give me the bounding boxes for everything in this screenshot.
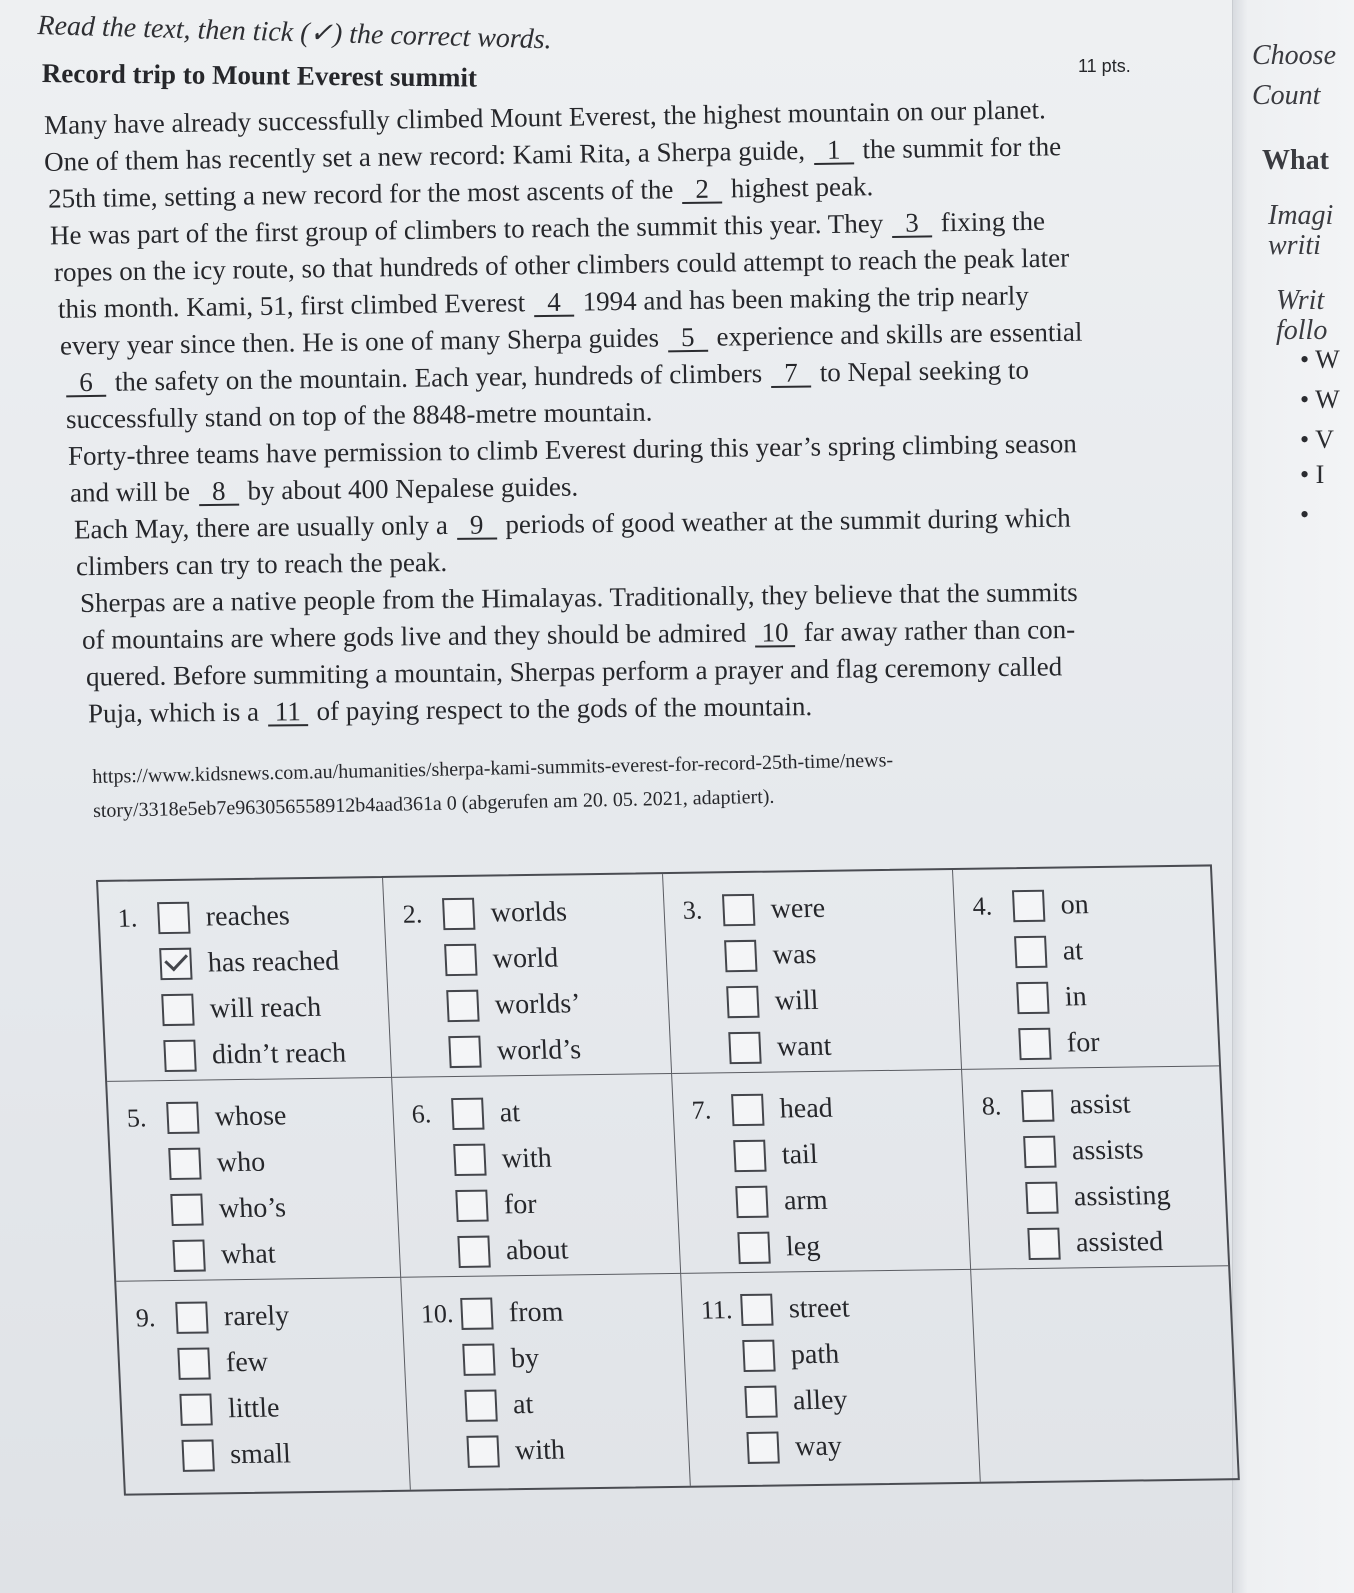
checkbox[interactable]: [742, 1340, 775, 1372]
option-label: reaches: [205, 900, 291, 933]
checkbox[interactable]: [179, 1393, 212, 1425]
option-label: didn’t reach: [211, 1037, 347, 1071]
option-row: [981, 1080, 1222, 1129]
question-cell: [383, 874, 672, 1078]
instruction: Read the text, then tick (✓) the correct words.: [37, 9, 553, 56]
question-cell: [116, 1278, 411, 1494]
checkbox[interactable]: [731, 1094, 764, 1126]
checkbox[interactable]: [444, 944, 477, 976]
option-row: [688, 1022, 961, 1072]
option-row: [682, 884, 955, 934]
option-row: [704, 1376, 977, 1426]
text-segment: highest peak.: [723, 171, 874, 204]
text-segment: this month. Kami, 51, first climbed Everest: [57, 287, 533, 324]
option-row: [137, 1338, 405, 1388]
checkbox[interactable]: [170, 1194, 203, 1226]
option-row: [411, 1088, 674, 1138]
option-row: [686, 976, 959, 1026]
gap-blank: 10: [755, 619, 795, 647]
question-cell: [962, 1066, 1228, 1269]
gap-blank: 8: [199, 478, 239, 506]
option-label: assists: [1071, 1134, 1145, 1167]
answer-table: [96, 864, 1240, 1495]
gap-blank: 4: [534, 289, 574, 318]
option-label: for: [503, 1188, 538, 1221]
option-label: assisted: [1075, 1226, 1164, 1259]
option-label: assisting: [1073, 1180, 1172, 1213]
question-cell: [98, 878, 392, 1082]
option-row: [972, 880, 1213, 929]
source-url-line: story/3318e5eb7e963056558912b4aad361a 0 (abgerufen am 20. 05. 2021, adaptiert).: [92, 785, 775, 822]
option-label: small: [229, 1438, 292, 1471]
text-segment: experience and skills are essential: [709, 316, 1083, 352]
checkbox[interactable]: [1018, 1028, 1051, 1060]
question-cell: [107, 1078, 401, 1282]
question-number: 10.: [420, 1299, 455, 1329]
option-label: worlds: [490, 896, 568, 929]
option-row: [422, 1334, 685, 1384]
text-segment: the summit for the: [855, 131, 1062, 165]
text-segment: ropes on the icy route, so that hundreds of other climbers could attempt to reach the peak later: [53, 242, 1070, 288]
text-segment: Each May, there are usually only a: [73, 509, 455, 545]
question-number: 9.: [135, 1303, 157, 1333]
option-label: alley: [792, 1384, 849, 1417]
checkbox[interactable]: [740, 1294, 773, 1326]
checkbox[interactable]: [744, 1386, 777, 1418]
option-label: path: [790, 1338, 840, 1371]
question-number: 11.: [700, 1295, 734, 1325]
checkbox[interactable]: [161, 994, 194, 1026]
option-row: [402, 888, 665, 938]
gap-blank: 3: [892, 209, 932, 238]
option-label: with: [501, 1142, 553, 1175]
checkbox[interactable]: [1025, 1182, 1058, 1214]
option-label: street: [788, 1292, 851, 1325]
checkbox[interactable]: [159, 948, 192, 980]
option-row: [706, 1422, 979, 1472]
checkbox[interactable]: [724, 940, 757, 972]
checkbox[interactable]: [460, 1298, 493, 1330]
right-page-word: Count: [1252, 80, 1321, 111]
option-label: want: [776, 1030, 833, 1063]
option-label: leg: [785, 1230, 821, 1263]
text-segment: the safety on the mountain. Each year, hundreds of climbers: [107, 358, 770, 397]
option-row: [420, 1288, 683, 1338]
right-page-bullet: • V: [1300, 425, 1334, 454]
option-label: who: [216, 1146, 266, 1179]
gap-blank: 1: [814, 136, 854, 165]
checkbox[interactable]: [737, 1232, 770, 1264]
checkbox[interactable]: [453, 1144, 486, 1176]
checkbox[interactable]: [735, 1186, 768, 1218]
option-row: [404, 934, 667, 984]
right-page-word: Choose: [1252, 40, 1336, 71]
checkbox[interactable]: [172, 1240, 205, 1272]
text-segment: quered. Before summiting a mountain, Sherpas perform a prayer and flag ceremony called: [85, 651, 1063, 692]
checkbox[interactable]: [464, 1389, 497, 1421]
right-page-word: Imagi: [1268, 200, 1334, 231]
option-label: what: [220, 1238, 277, 1271]
right-page-bullet: • I: [1300, 460, 1325, 489]
question-cell: [681, 1270, 981, 1486]
text-segment: successfully stand on top of the 8848-metre mountain.: [65, 396, 653, 435]
option-label: for: [1066, 1027, 1101, 1059]
checkbox[interactable]: [726, 986, 759, 1018]
option-label: were: [769, 892, 826, 925]
question-number: 2.: [402, 899, 423, 929]
right-page-word: What: [1262, 145, 1329, 176]
text-segment: He was part of the first group of climbers to reach the summit this year. They: [49, 208, 891, 251]
text-segment: far away rather than con-: [796, 614, 1076, 648]
question-number: 8.: [981, 1091, 1002, 1121]
option-row: [702, 1330, 975, 1380]
text-segment: Many have already successfully climbed Mount Everest, the highest mountain on our planet.: [43, 94, 1046, 141]
question-cell: [392, 1074, 681, 1278]
option-row: [413, 1134, 676, 1184]
option-label: head: [779, 1092, 834, 1125]
checkbox[interactable]: [446, 990, 479, 1022]
text-segment: of paying respect to the gods of the mountain.: [309, 691, 813, 727]
option-row: [417, 1226, 680, 1276]
option-row: [130, 1184, 398, 1234]
option-label: will: [774, 984, 820, 1017]
checkbox[interactable]: [166, 1102, 199, 1134]
checkbox[interactable]: [1016, 982, 1049, 1014]
option-row: [978, 1018, 1219, 1067]
option-label: about: [505, 1234, 569, 1267]
checkbox[interactable]: [1012, 890, 1045, 922]
option-label: little: [227, 1392, 281, 1425]
checkbox[interactable]: [728, 1032, 761, 1064]
option-label: by: [510, 1342, 540, 1375]
option-row: [684, 930, 957, 980]
option-row: [985, 1172, 1226, 1221]
checkbox[interactable]: [733, 1140, 766, 1172]
text-segment: to Nepal seeking to: [812, 354, 1030, 388]
right-page-word: writi: [1268, 230, 1321, 261]
question-number: 1.: [117, 903, 138, 933]
empty-cell: [971, 1266, 1238, 1481]
text-segment: and will be: [69, 476, 197, 508]
question-cell: [401, 1274, 691, 1490]
option-label: whose: [214, 1100, 288, 1133]
option-label: worlds’: [494, 988, 582, 1021]
checkbox[interactable]: [163, 1040, 196, 1072]
checkbox[interactable]: [722, 894, 755, 926]
checkbox[interactable]: [1027, 1228, 1060, 1260]
option-row: [141, 1430, 409, 1480]
question-number: 3.: [682, 895, 703, 925]
option-row: [406, 980, 669, 1030]
option-row: [976, 972, 1217, 1021]
article-title: Record trip to Mount Everest summit: [41, 58, 478, 93]
option-label: arm: [783, 1184, 829, 1217]
gap-blank: 2: [682, 175, 722, 204]
option-row: [135, 1292, 403, 1342]
option-label: on: [1059, 889, 1090, 921]
checkbox[interactable]: [175, 1301, 208, 1333]
checkbox[interactable]: [457, 1236, 490, 1268]
right-page-word: follo: [1276, 315, 1328, 346]
checkbox[interactable]: [442, 898, 475, 930]
option-label: world: [492, 942, 559, 975]
text-segment: 25th time, setting a new record for the most ascents of the: [47, 174, 681, 214]
option-label: way: [794, 1430, 843, 1463]
question-number: 6.: [411, 1099, 432, 1129]
option-label: tail: [781, 1138, 819, 1171]
question-number: 7.: [691, 1095, 712, 1125]
option-row: [987, 1218, 1228, 1267]
option-row: [697, 1222, 970, 1272]
option-row: [700, 1284, 973, 1334]
option-row: [121, 984, 389, 1034]
option-row: [691, 1084, 964, 1134]
checkbox[interactable]: [157, 902, 190, 934]
option-row: [415, 1180, 678, 1230]
checkbox[interactable]: [448, 1036, 481, 1068]
text-segment: Sherpas are a native people from the Himalayas. Traditionally, they believe that the summits: [79, 576, 1078, 619]
checkbox[interactable]: [451, 1098, 484, 1130]
option-label: world’s: [496, 1034, 582, 1067]
checkbox[interactable]: [168, 1148, 201, 1180]
text-segment: Puja, which is a: [87, 696, 266, 729]
text-segment: climbers can try to reach the peak.: [75, 546, 448, 582]
option-label: few: [225, 1346, 269, 1379]
checkbox[interactable]: [181, 1439, 214, 1471]
text-segment: every year since then. He is one of many Sherpa guides: [59, 322, 667, 361]
gap-blank: 6: [66, 369, 106, 398]
option-label: from: [508, 1296, 564, 1329]
checkbox[interactable]: [462, 1343, 495, 1375]
checkbox[interactable]: [466, 1435, 499, 1467]
option-row: [974, 926, 1215, 975]
option-label: was: [772, 938, 818, 971]
option-label: will reach: [209, 991, 322, 1025]
option-label: rarely: [223, 1300, 290, 1333]
option-row: [123, 1030, 391, 1080]
option-row: [139, 1384, 407, 1434]
option-label: has reached: [207, 945, 340, 979]
option-label: at: [1062, 935, 1084, 967]
text-segment: fixing the: [933, 205, 1046, 238]
right-page-bullet: • W: [1300, 385, 1340, 414]
gap-blank: 5: [668, 324, 708, 353]
checkbox[interactable]: [746, 1432, 779, 1464]
option-row: [132, 1230, 400, 1280]
question-cell: [953, 866, 1219, 1069]
option-label: who’s: [218, 1192, 287, 1225]
right-page-bullet: •: [1300, 500, 1310, 529]
option-label: assist: [1069, 1088, 1132, 1121]
question-number: 4.: [972, 891, 993, 921]
checkbox[interactable]: [1023, 1136, 1056, 1168]
option-row: [983, 1126, 1224, 1175]
points-label: 11 pts.: [1078, 56, 1131, 76]
question-number: 5.: [126, 1103, 147, 1133]
text-segment: 1994 and has been making the trip nearly: [575, 280, 1029, 317]
option-row: [126, 1092, 394, 1142]
question-cell: [663, 870, 962, 1074]
question-cell: [672, 1070, 971, 1274]
option-row: [408, 1026, 671, 1076]
option-row: [117, 892, 385, 942]
text-segment: by about 400 Nepalese guides.: [240, 471, 579, 506]
checkbox[interactable]: [1021, 1090, 1054, 1122]
option-row: [424, 1380, 687, 1430]
option-label: in: [1064, 981, 1088, 1013]
option-row: [128, 1138, 396, 1188]
option-row: [119, 938, 387, 988]
gap-blank: 11: [268, 698, 308, 726]
option-label: with: [514, 1434, 566, 1467]
gap-blank: 7: [771, 359, 811, 388]
option-label: at: [499, 1097, 521, 1129]
article-text: [43, 94, 1194, 729]
option-label: at: [512, 1388, 534, 1421]
text-segment: periods of good weather at the summit during which: [498, 502, 1071, 540]
right-page-word: Writ: [1276, 285, 1325, 316]
option-row: [693, 1130, 966, 1180]
gap-blank: 9: [456, 511, 496, 539]
right-page-bullet: • W: [1300, 345, 1340, 374]
checkbox[interactable]: [177, 1347, 210, 1379]
source-url-line: https://www.kidsnews.com.au/humanities/sherpa-kami-summits-everest-for-record-25th-time/news-: [92, 749, 894, 788]
text-segment: of mountains are where gods live and they should be admired: [81, 617, 754, 655]
checkbox[interactable]: [455, 1190, 488, 1222]
option-row: [426, 1426, 689, 1476]
option-row: [695, 1176, 968, 1226]
text-segment: Forty-three teams have permission to climb Everest during this year’s spring climbing season: [67, 428, 1077, 471]
checkbox[interactable]: [1014, 936, 1047, 968]
text-segment: One of them has recently set a new record: Kami Rita, a Sherpa guide,: [43, 135, 812, 177]
